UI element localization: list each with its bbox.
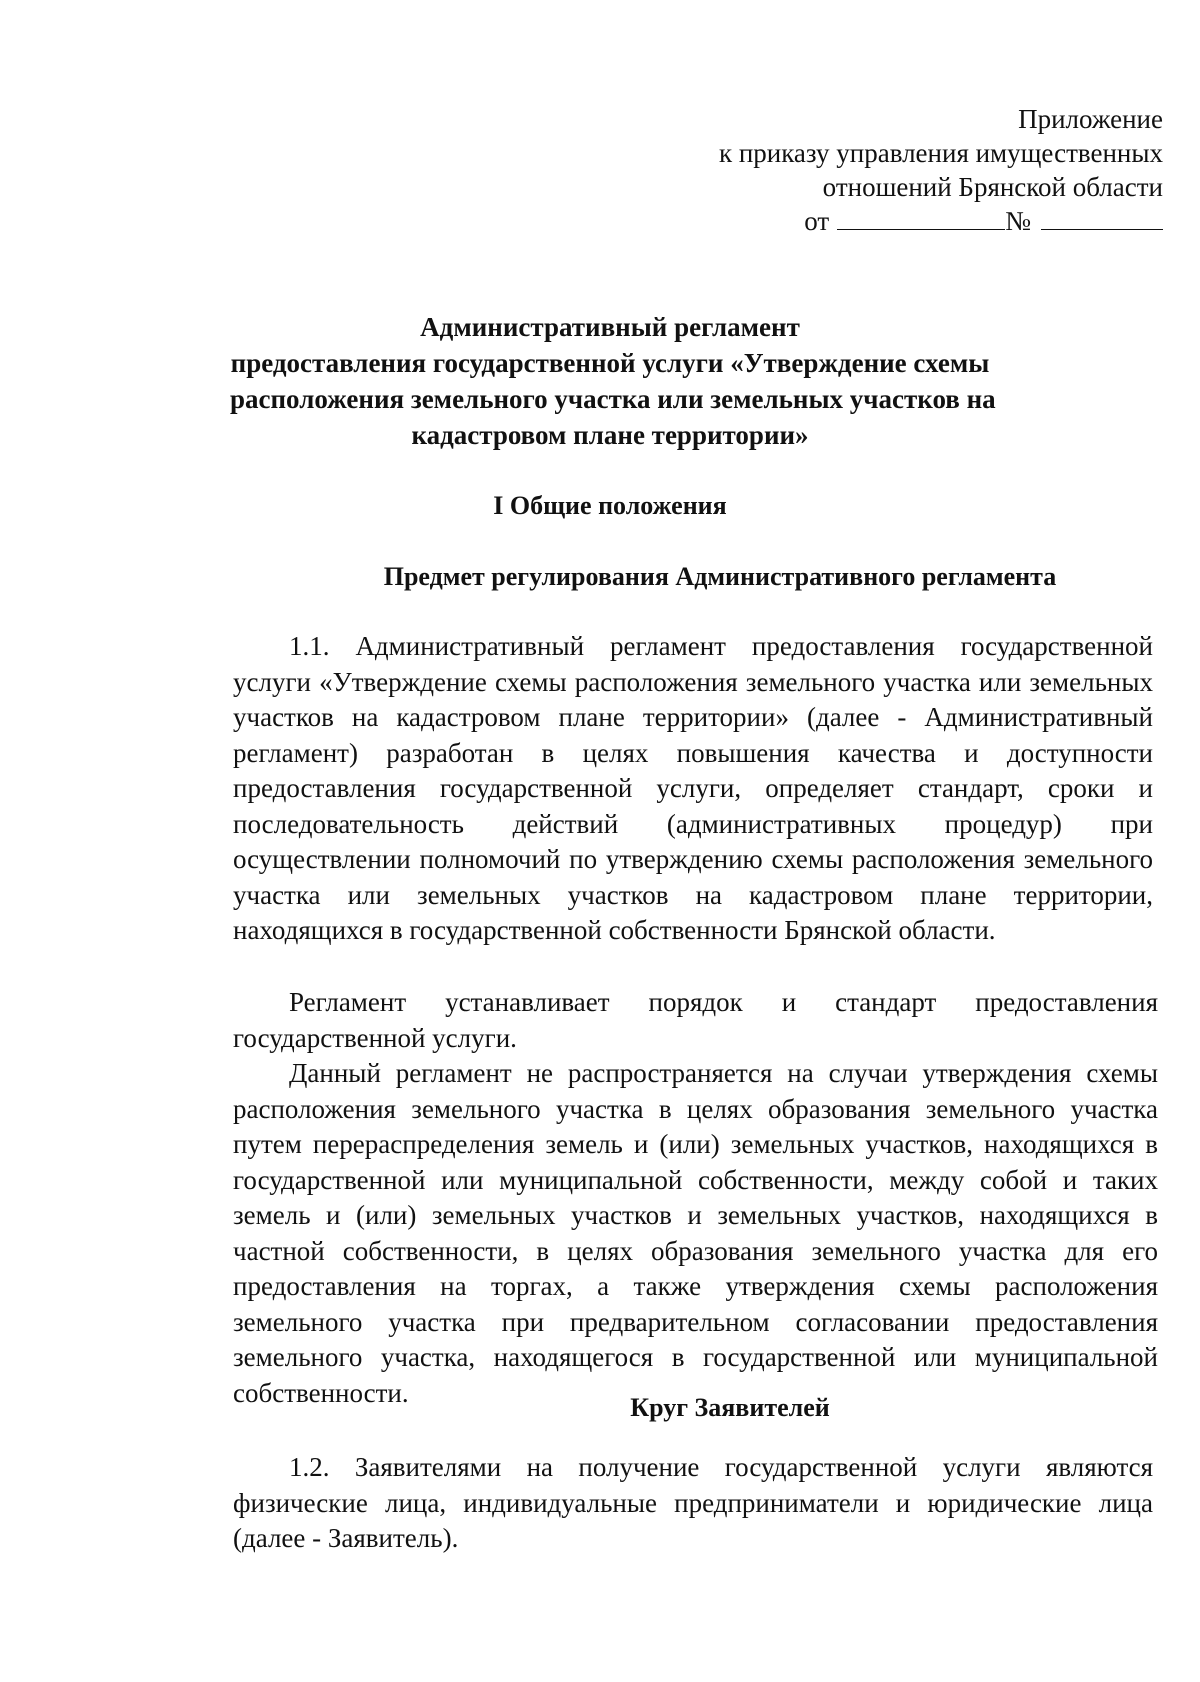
title-line-4: кадастровом плане территории» <box>411 420 809 450</box>
annex-number-label: № <box>1005 206 1031 236</box>
annex-line-1: Приложение <box>1018 104 1163 134</box>
section-heading-subject: Предмет регулирования Административного регламента <box>383 562 1057 591</box>
title-line-3: расположения земельного участка или земельных участков на <box>230 384 996 414</box>
title-line-2: предоставления государственной услуги «Утверждение схемы <box>230 348 990 378</box>
section-heading-applicants: Круг Заявителей <box>630 1393 830 1422</box>
paragraph-regulation: Регламент устанавливает порядок и стандарт предоставления государственной услуги. <box>233 987 1158 1053</box>
title-line-1: Административный регламент <box>420 312 800 342</box>
paragraph-1-2: 1.2. Заявителями на получение государственной услуги являются физические лица, индивидуальные предприниматели и юридические лица (далее - Заявитель). <box>233 1452 1153 1553</box>
annex-date-number-line <box>603 204 1163 238</box>
date-blank-field <box>837 205 1005 230</box>
annex-header <box>603 102 1163 238</box>
document-title <box>230 309 996 453</box>
paragraph-scope: Данный регламент не распространяется на случаи утверждения схемы расположения земельного участка в целях образования земельного участка путем перераспределения земель и (или) земельных участков, находящихся в государственной или муниципальной собственности, между собой и таких земель и (или) земельных участков и земельных участков, находящихся в частной собственности, в целях образования земельного участка для его предоставления на торгах, а также утверждения схемы расположения земельного участка при предварительном согласовании предоставления земельного участка, находящегося в государственной или муниципальной собственности. <box>233 1058 1158 1408</box>
annex-line-2: к приказу управления имущественных <box>718 138 1163 168</box>
annex-from-label: от <box>804 206 830 236</box>
section-heading-general: I Общие положения <box>493 491 727 520</box>
number-blank-field <box>1041 205 1163 230</box>
annex-line-3: отношений Брянской области <box>822 172 1163 202</box>
paragraph-1-1: 1.1. Административный регламент предоставления государственной услуги «Утверждение схемы расположения земельного участка или земельных участков на кадастровом плане территории» (далее - Административный регламент) разработан в целях повышения качества и доступности предоставления государственной услуги, определяет стандарт, сроки и последовательность действий (административных процедур) при осуществлении полномочий по утверждению схемы расположения земельного участка или земельных участков на кадастровом плане территории, находящихся в государственной собственности Брянской области. <box>233 631 1153 945</box>
